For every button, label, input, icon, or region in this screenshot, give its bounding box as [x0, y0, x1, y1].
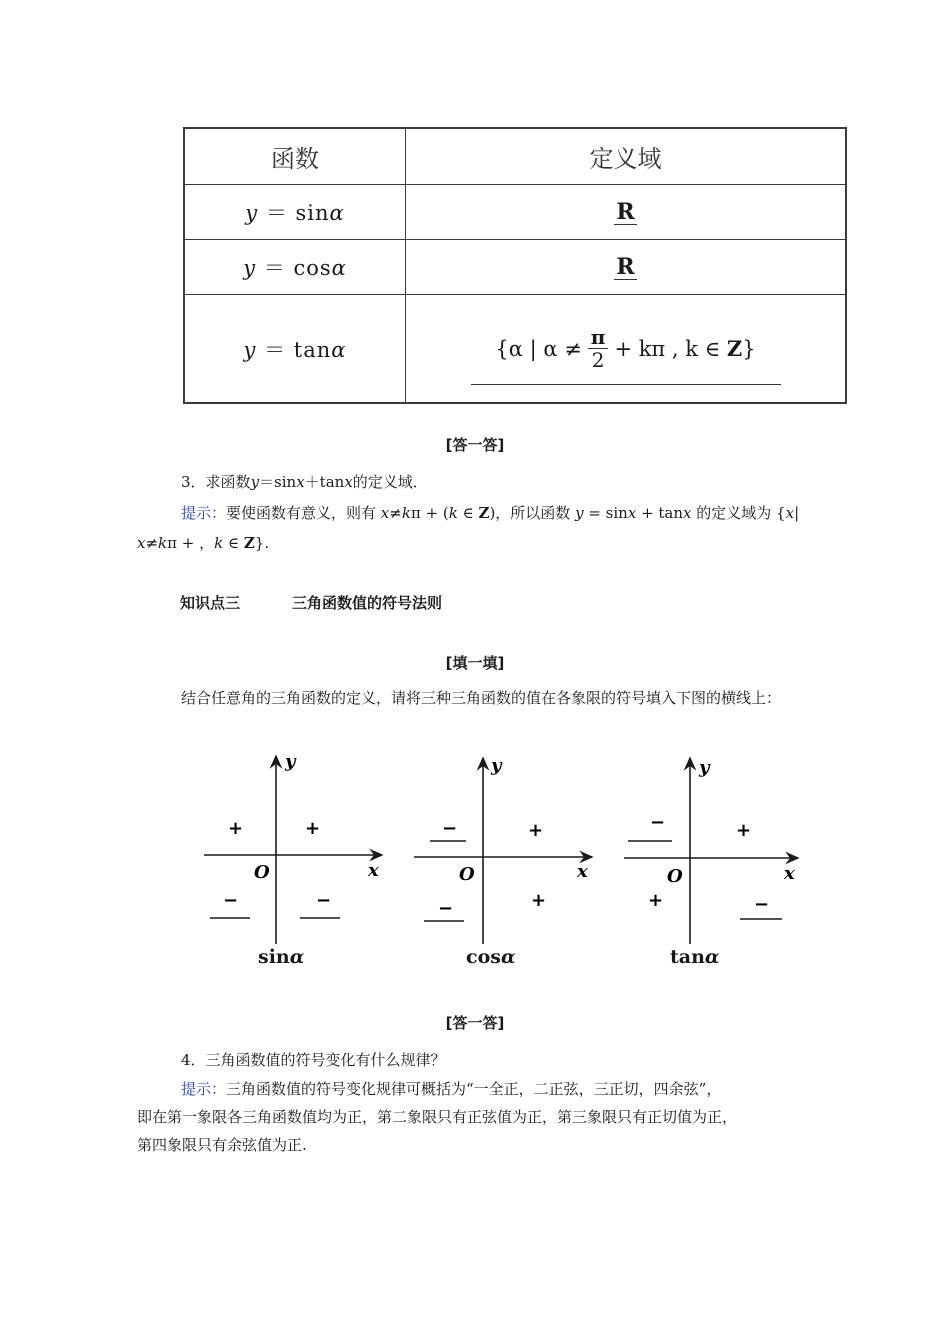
answer-label-1: [答一答]: [445, 436, 505, 454]
question-4: 4．三角函数值的符号变化有什么规律？: [181, 1051, 446, 1069]
header-domain: 定义域: [589, 145, 662, 173]
y-label: y: [491, 755, 502, 776]
q4-sign: +: [531, 890, 547, 911]
caption-tan: tanα: [670, 946, 720, 968]
origin-label: O: [254, 862, 270, 883]
y-label: y: [285, 751, 296, 772]
table-row: [185, 295, 845, 402]
function-tan: y ＝ tanα: [243, 337, 347, 362]
answer-label-2: [答一答]: [445, 1014, 505, 1032]
caption-sin: sinα: [258, 946, 305, 968]
function-cos: y ＝ cosα: [243, 256, 347, 280]
q3-sign: +: [648, 890, 664, 911]
fill-label: [填一填]: [445, 654, 505, 672]
q3-sign: −: [438, 898, 454, 919]
q4-sign: −: [316, 890, 332, 911]
q1-sign: +: [736, 820, 752, 841]
q3-sign: −: [223, 890, 239, 911]
y-label: y: [699, 757, 710, 778]
hint-4: 提示：三角函数值的符号变化规律可概括为“一全正，二正弦，三正切，四余弦”， 即在第一象限各三角函数值均为正，第二象限只有正弦值为正，第三象限只有正切值为正， 第四象限只有余弦值为正.: [137, 1080, 738, 1154]
function-sin: y ＝ sinα: [245, 201, 345, 225]
q1-sign: +: [528, 820, 544, 841]
fill-instruction: 结合任意角的三角函数的定义，请将三种三角函数的值在各象限的符号填入下图的横线上：: [181, 689, 782, 707]
domain-tan: {α | α ≠ $\frac{\pi}{2}$ + kπ , k ∈ Z }: [471, 319, 781, 379]
q4-sign: −: [754, 894, 770, 915]
origin-label: O: [459, 864, 475, 885]
table-row: [185, 185, 845, 240]
q2-sign: −: [442, 818, 458, 839]
origin-label: O: [667, 866, 683, 887]
section-heading: 知识点三 三角函数值的符号法则: [180, 594, 443, 612]
hint-label: 提示：: [181, 504, 227, 522]
x-label: x: [784, 863, 795, 884]
q2-sign: −: [650, 812, 666, 833]
table-header-row: [185, 129, 845, 185]
x-label: x: [577, 861, 588, 882]
domain-cos: R: [616, 253, 635, 280]
x-label: x: [368, 860, 379, 881]
q2-sign: +: [228, 818, 244, 839]
hint-3: 提示：要使函数有意义，则有 x≠kπ + (k ∈ Z)，所以函数 y = sinx + tanx 的定义域为 {x| x≠kπ + ，k ∈ Z}.: [137, 504, 800, 552]
table-row: [185, 240, 845, 295]
header-function: 函数: [271, 145, 319, 173]
caption-cos: cosα: [466, 946, 516, 968]
domain-table: [183, 127, 847, 404]
domain-sin: R: [616, 198, 635, 225]
question-3: 3．求函数y＝sinx＋tanx的定义域．: [181, 473, 428, 491]
q1-sign: +: [305, 818, 321, 839]
hint-label: 提示：: [181, 1080, 227, 1098]
